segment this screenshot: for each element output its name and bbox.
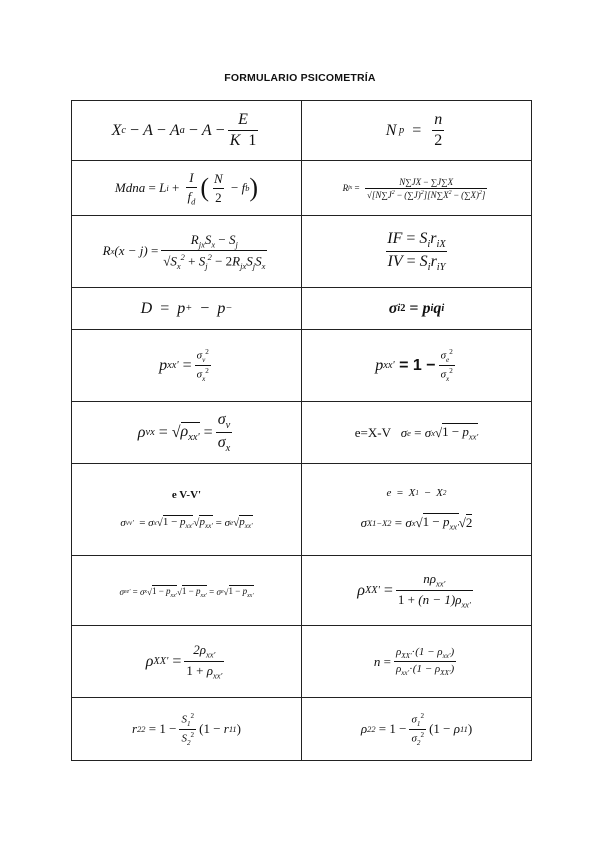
formula-median: Mdna = L i + $\frac{I}{f_d}$ ( $\frac{N}{2}$ − f b ) bbox=[114, 169, 259, 207]
formula-reliability-ratio: p xx' = $\frac{\sigma_v^2}{\sigma_x^2}$ bbox=[159, 348, 209, 383]
formula-item-variance: σ i 2 = p i q i bbox=[388, 299, 445, 317]
formula-cell bbox=[302, 216, 532, 288]
formula-cell bbox=[72, 216, 302, 288]
formula-corrected-item-total: R x (x − j) = $\frac{R_{jx}S_x - S_j}{√S_x^2 + S_j^2 - 2R_{jx}S_jS_x}$ bbox=[102, 231, 266, 272]
document-title: FORMULARIO PSICOMETRÍA bbox=[224, 72, 376, 84]
table-row bbox=[72, 698, 532, 761]
formula-difference-error: e = X 1 − X 2 σ X1−X2 = σ x √ $1 - p_{xx'}$ √ 2 bbox=[360, 487, 473, 532]
formula-cell bbox=[302, 402, 532, 464]
formula-reliability-variance-rho: ρ 22 = 1 − $\frac{\sigma_1^2}{\sigma_2^2}$ (1 − ρ 11 ) bbox=[360, 711, 473, 747]
formula-cell bbox=[302, 161, 532, 216]
formula-reliability-variance-r: r 22 = 1 − $\frac{S_1^2}{S_2^2}$ (1 − r 11 ) bbox=[132, 711, 241, 747]
formula-cell bbox=[72, 626, 302, 698]
formula-error-of-errors: σ ee' = σ x √ $1 - p_{xx'}$ √ $1 - p_{xx'}$ = σ e √ $1 - p_{xx'}$ bbox=[119, 585, 254, 599]
formula-item-indices: $\frac{IF = S_ir_{iX}}{IV = S_ir_{iY}}$ bbox=[387, 229, 446, 274]
formula-length-factor: n = $\frac{\rho_{XX'}\cdot(1 - \rho_{xx'})}{\rho_{xx'}\cdot(1 - \rho_{XX'})}$ bbox=[373, 645, 455, 678]
formula-cell bbox=[72, 330, 302, 402]
formula-pairs-count: N p = $\frac{n}{2}$ bbox=[385, 111, 443, 149]
formula-cell bbox=[302, 698, 532, 761]
table-row bbox=[72, 216, 532, 288]
formula-cell bbox=[72, 698, 302, 761]
formula-cell bbox=[302, 288, 532, 330]
table-row bbox=[72, 161, 532, 216]
table-row bbox=[72, 556, 532, 626]
formula-cell bbox=[302, 626, 532, 698]
formula-cell bbox=[302, 101, 532, 161]
formula-cell bbox=[72, 288, 302, 330]
formula-spearman-brown: ρ XX' = $\frac{n\rho_{xx'}}{1 + (n - 1)\rho_{xx'}}$ bbox=[357, 571, 471, 610]
formula-cell bbox=[302, 556, 532, 626]
formula-cell bbox=[72, 464, 302, 556]
formula-table bbox=[71, 100, 532, 761]
table-row bbox=[72, 330, 532, 402]
formula-cell bbox=[302, 330, 532, 402]
table-row bbox=[72, 464, 532, 556]
formula-error-estimation: e V-V' σ vv' = σ x √ $1 - p_{xx'}$ √ $p_{xx'}$ = σ e √ $p_{xx'}$ bbox=[120, 488, 253, 531]
formula-corrected-score: X c − A − A a − A − $\frac{E}{K 1}$ bbox=[111, 111, 257, 149]
formula-cell bbox=[72, 556, 302, 626]
formula-reliability-index: ρ vx = √ $\rho_{xx'}$ = $\frac{\sigma_v}{\sigma_x}$ bbox=[137, 410, 231, 455]
formula-discrimination: D = p + − p − bbox=[140, 299, 233, 317]
table-row bbox=[72, 402, 532, 464]
table-row bbox=[72, 288, 532, 330]
formula-split-half: ρ XX' = $\frac{2\rho_{xx'}}{1 + \rho_{xx'}}$ bbox=[145, 642, 223, 681]
formula-pearson-item-total: R jx = $\frac{N\sum JX - \sum J\sum X}{√[N\sum J^2 - (\sum J)^2][N\sum X^2 - (\sum X)^2]}$ bbox=[342, 176, 486, 200]
formula-cell bbox=[72, 101, 302, 161]
formula-reliability-error: p xx' = 1 − $\frac{\sigma_e^2}{\sigma_x^2}$ bbox=[375, 348, 453, 383]
table-row bbox=[72, 626, 532, 698]
formula-cell bbox=[72, 161, 302, 216]
formula-cell bbox=[302, 464, 532, 556]
formula-cell bbox=[72, 402, 302, 464]
table-row bbox=[72, 101, 532, 161]
formula-standard-error-measurement: e=X-V σ e = σ x √ $1 - p_{xx'}$ bbox=[354, 424, 479, 442]
